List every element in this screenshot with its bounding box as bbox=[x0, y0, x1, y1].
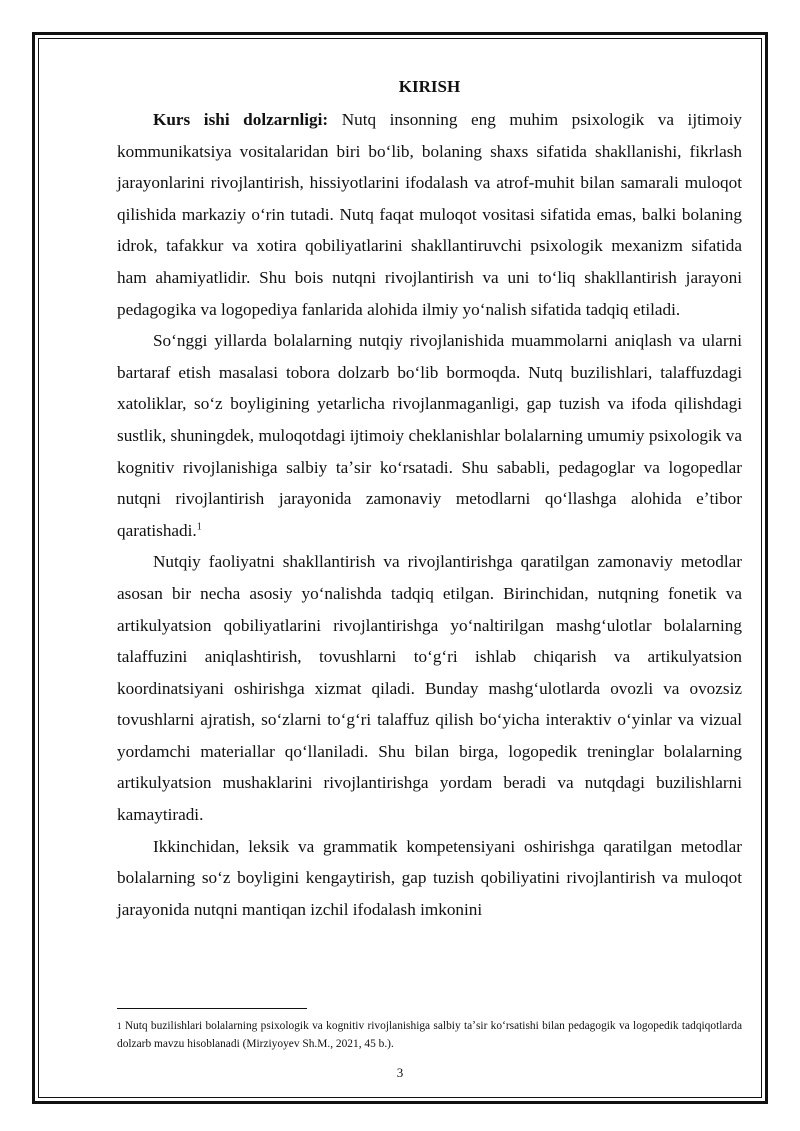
page-number: 3 bbox=[396, 1065, 404, 1080]
footnote-separator bbox=[117, 1008, 307, 1009]
section-title: KIRISH bbox=[398, 77, 461, 96]
paragraph-lead: Kurs ishi dolzarnligi: bbox=[153, 110, 329, 129]
paragraph-speech-problems bbox=[117, 325, 742, 546]
paragraph-lexical-grammatical bbox=[117, 831, 742, 926]
footnote-reference[interactable]: 1 bbox=[196, 520, 202, 532]
paragraph-text: Nutq insonning eng muhim psixologik va ijtimoiy kommunikatsiya vositalaridan biri boʻlib, bolaning shaxs sifatida shakllanishi, fikrlash jarayonlarini rivojlantirish, hissiyotlarini ifodalash va atrof-muhit bilan samarali muloqot qilishida markaziy oʻrin tutadi. Nutq faqat muloqot vositasi sifatida emas, balki bolaning idrok, tafakkur va xotira qobiliyatlarini shakllantiruvchi psixologik mexanizm sifatida ham ahamiyatlidir. Shu bois nutqni rivojlantirish va uni toʻliq shakllantirish jarayoni pedagogika va logopediya fanlarida alohida ilmiy yoʻnalish sifatida tadqiq etiladi. bbox=[117, 110, 742, 319]
paragraph-text: Ikkinchidan, leksik va grammatik kompetensiyani oshirishga qaratilgan metodlar bolalarning soʻz boyligini kengaytirish, gap tuzish qobiliyatini rivojlantirish va muloqot jarayonida nutqni mantiqan izchil ifodalash imkonini bbox=[117, 836, 742, 919]
footnote-text: Nutq buzilishlari bolalarning psixologik va kognitiv rivojlanishiga salbiy taʼsir koʻrsatishi bilan pedagogik va logopedik tadqiqotlarda dolzarb mavzu hisoblanadi (Mirziyoyev Sh.M., 2021, 45 b.). bbox=[117, 1020, 742, 1050]
page-body bbox=[117, 72, 742, 925]
paragraph-modern-methods bbox=[117, 546, 742, 830]
paragraph-relevance bbox=[117, 104, 742, 325]
footnote-mark: 1 bbox=[117, 1021, 122, 1031]
footnote bbox=[117, 1017, 742, 1053]
paragraph-text: Nutqiy faoliyatni shakllantirish va rivojlantirishga qaratilgan zamonaviy metodlar asosan bir necha asosiy yoʻnalishda tadqiq etilgan. Birinchidan, nutqning fonetik va artikulyatsion qobiliyatlarini rivojlantirishga yoʻnaltirilgan mashgʻulotlar bolalarning talaffuzini aniqlashtirish, tovushlarni toʻgʻri ishlab chiqarish va artikulyatsion koordinatsiyani oshirishga xizmat qiladi. Bunday mashgʻulotlarda ovozli va ovozsiz tovushlarni ajratish, soʻzlarni toʻgʻri talaffuz qilish boʻyicha interaktiv oʻyinlar va vizual yordamchi materiallar qoʻllaniladi. Shu bilan birga, logopedik treninglar bolalarning artikulyatsion mushaklarini rivojlantirishga yordam beradi va nutqdagi buzilishlarni kamaytiradi. bbox=[117, 552, 742, 825]
paragraph-text: Soʻnggi yillarda bolalarning nutqiy rivojlanishida muammolarni aniqlash va ularni bartaraf etish masalasi tobora dolzarb boʻlib bormoqda. Nutq buzilishlari, talaffuzdagi xatoliklar, soʻz boyligining yetarlicha rivojlanmaganligi, gap tuzish va ifoda qilishdagi sustlik, shuningdek, muloqotdagi ijtimoiy cheklanishlar bolalarning umumiy psixologik va kognitiv rivojlanishiga salbiy taʼsir koʻrsatadi. Shu sababli, pedagoglar va logopedlar nutqni rivojlantirish jarayonida zamonaviy metodlarni qoʻllashga alohida eʼtibor qaratishadi. bbox=[117, 331, 742, 540]
